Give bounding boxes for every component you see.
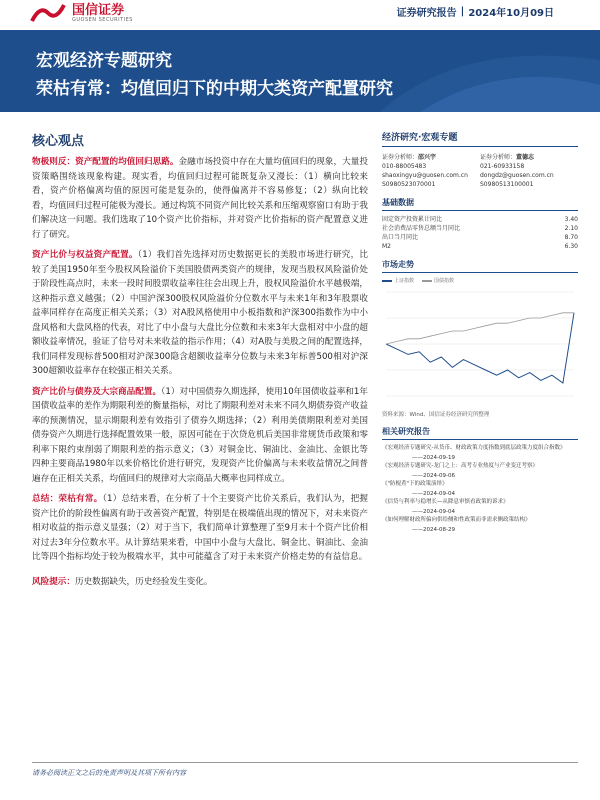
chart-legend — [382, 277, 578, 284]
market-chart — [382, 286, 578, 404]
paragraph-4 — [32, 492, 368, 565]
related-date: ——2024-09-04 — [412, 491, 455, 497]
related-date: ——2024-08-29 — [412, 527, 455, 533]
indicator-value: 8.70 — [564, 234, 578, 241]
separator: | — [460, 6, 465, 17]
analyst-name: 董德志 — [516, 154, 535, 161]
paragraph-2-text: （1）我们首先选择对历史数据更长的美股市场进行研究，比较了美国1950年至今股权风险溢价下美国股债两类资产的规律，发现当股权风险溢价处于阶段性高点时，未来一段时间股票收益率往往会出现上升，股权风险溢价水平越极端，这种指示意义越强；（2）中国沪深300股权风险溢价分位数水平与未来1年和3年股票收益率同样存在高度正相关关系；（3）对A股风格使用中小板指数和沪深300指数作为中小盘风格和大盘风格的代表，对比了中小盘与大盘比分位数和未来3年大盘相对中小盘的超额收益率情况，验证了信号对未来收益的指示作用；（4）对A股与美股之间的配置选择，我们同样发现标普500相对沪深300隐含超额收益率分位数与未来3年标普500相对沪深300超额收益率存在较强正相关关系。 — [32, 250, 368, 376]
analyst — [480, 153, 578, 189]
related-item[interactable] — [382, 480, 578, 498]
analyst-id: S0980523070001 — [382, 181, 436, 188]
related-item[interactable] — [382, 516, 578, 534]
related-list — [382, 444, 578, 534]
indicator-row — [382, 224, 578, 233]
indicator-value: 3.40 — [564, 216, 578, 223]
analyst-phone: 010-88005483 — [382, 163, 427, 170]
paragraph-1-keyword: 物极则反：资产配置的均值回归思路。 — [32, 157, 179, 167]
paragraph-3-keyword: 资产比价与债券及大宗商品配置。 — [32, 386, 162, 397]
report-date: 2024年10月09日 — [468, 8, 554, 19]
indicator-label: 固定资产投资累计同比 — [382, 216, 443, 223]
guosen-logo-icon — [30, 3, 66, 23]
risk-keyword: 风险提示： — [32, 576, 75, 587]
chart-source: 资料来源：Wind、国信证券经济研究所整理 — [382, 412, 490, 418]
indicator-value: 6.30 — [564, 243, 578, 250]
legend-item — [422, 277, 454, 284]
indicator-row — [382, 215, 578, 224]
related-date: ——2024-09-19 — [412, 455, 455, 461]
legend-item — [382, 277, 414, 284]
logo — [30, 0, 133, 26]
analyst-email[interactable]: shaoxingyu@guosen.com.cn — [382, 172, 468, 179]
title-banner — [0, 30, 600, 112]
paragraph-1 — [32, 155, 368, 242]
indicator-label: 出口当月同比 — [382, 234, 419, 241]
related-item[interactable] — [382, 498, 578, 516]
report-meta — [397, 4, 554, 19]
banner-decoration — [380, 30, 600, 112]
paragraph-4-text: （1）总结来看，在分析了十个主要资产比价关系后，我们认为，把握资产比价的阶段性偏离有助于改善资产配置，特别是在极端值出现的情况下，对未来资产相对收益的指示意义显强；（2）对于当下，我们简单计算整理了至9月末十个资产比价相对过去3年分位数水平。从计算结果来看，中国中小盘与大盘比、铜金比、铜油比、金油比等四个指标均处于较为极端水平，其中可能蕴含了对于未来资产价格走势的有益信息。 — [32, 494, 368, 562]
analyst-role: 证券分析师： — [382, 154, 419, 161]
legend-label: 国债指数 — [434, 278, 455, 284]
related-heading: 相关研究报告 — [382, 426, 578, 440]
top-bar — [0, 0, 600, 30]
related-title[interactable]: 《信贷与利率与稳增长—从降息审慎看政策的诉求》 — [382, 499, 509, 505]
analyst-phone: 021-60933158 — [480, 163, 525, 170]
legend-label: 上证指数 — [394, 278, 415, 284]
report-title: 荣枯有常：均值回归下的中期大类资产配置研究 — [36, 79, 393, 99]
related-date: ——2024-09-04 — [412, 509, 455, 515]
paragraph-4-keyword: 总结：荣枯有常。 — [32, 494, 103, 504]
related-item[interactable] — [382, 462, 578, 480]
indicator-row — [382, 242, 578, 251]
logo-english: GUOSEN SECURITIES — [72, 16, 133, 23]
analyst-list — [382, 153, 578, 189]
related-item[interactable] — [382, 444, 578, 462]
chart-heading: 市场走势 — [382, 259, 578, 273]
indicator-row — [382, 233, 578, 242]
footer-disclaimer: 请务必阅读正文之后的免责声明及其项下所有内容 — [32, 769, 186, 777]
analyst-id: S0980513100001 — [480, 181, 534, 188]
core-heading: 核心观点 — [32, 134, 85, 149]
related-title[interactable]: 《"防棍煮"下的政策演绎》 — [382, 481, 448, 487]
series-line-2 — [386, 313, 574, 344]
series-title: 宏观经济专题研究 — [36, 51, 172, 71]
footer-divider — [32, 762, 578, 763]
analyst — [382, 153, 480, 189]
related-title[interactable]: 《如何理解财政所偏向供给侧和性政策而非需求侧政策结构》 — [382, 517, 531, 523]
paragraph-3-text: （1）对中国债券久期选择，使用10年国债收益率和1年国债收益率的差作为期限利差的衡量指标，对比了期限利差对未来不同久期债券资产收益率的预测情况，显示期限利差有效指引了债券久期选择；（2）利用美债期限利差对美国债券资产久期进行选择配置效果一般，原因可能在于次贷危机后美国非常规货币政策和零利率下限约束削弱了期限利差的指示意义；（3）对铜金比、铜油比、金油比、金银比等四种主要商品1980年以来价格比价进行研究，发现资产比价偏离与未来收益情况之间普遍存在正相关关系，均值回归的规律对大宗商品大概率也同样成立。 — [32, 386, 368, 484]
related-title[interactable]: 《宏观经济专题研究-从货币、财政政策力度指数到底层政策力度组合指数》 — [382, 445, 566, 451]
main-content — [32, 130, 368, 595]
sidebar-title: 经济研究·宏观专题 — [382, 130, 578, 147]
sidebar — [382, 130, 578, 534]
indicators-heading: 基础数据 — [382, 197, 578, 211]
analyst-name: 邵兴宇 — [418, 154, 437, 161]
indicators-table — [382, 215, 578, 251]
risk-warning — [32, 575, 368, 590]
analyst-email[interactable]: dongdz@guosen.com.cn — [480, 172, 554, 179]
paragraph-2 — [32, 248, 368, 379]
paragraph-2-keyword: 资产比价与权益资产配置。 — [32, 250, 138, 260]
indicator-label: M2 — [382, 243, 391, 250]
report-type: 证券研究报告 — [396, 8, 457, 19]
indicator-value: 2.10 — [564, 225, 578, 232]
paragraph-1-text: 金融市场投资中存在大量均值回归的现象，大量投资策略围绕该现象构建。现实看，均值回归过程可能既复杂又漫长：（1）横向比较来看，资产价格偏离均值的原因可能是复杂的，使得偏离并不容易修复；（2）纵向比较看，均值回归过程可能极为漫长。通过构筑不同资产间比较关系和压缩观察窗口有助于我们解决这一问题。我们选取了10个资产比价指标，并对资产比价指标的资产配置意义进行了研究。 — [32, 157, 368, 240]
related-title[interactable]: 《宏观经济专题研究-龙门之上：高考专业热度与产业变迁考察》 — [382, 463, 538, 469]
analyst-role: 证券分析师： — [480, 154, 517, 161]
paragraph-3 — [32, 385, 368, 487]
related-date: ——2024-09-06 — [412, 473, 455, 479]
logo-name: 国信证券 — [72, 2, 125, 18]
risk-text: 历史数据缺失，历史经验发生变化。 — [74, 576, 213, 587]
indicator-label: 社会消费品零售总额当月同比 — [382, 225, 461, 232]
series-line-1 — [386, 313, 574, 383]
